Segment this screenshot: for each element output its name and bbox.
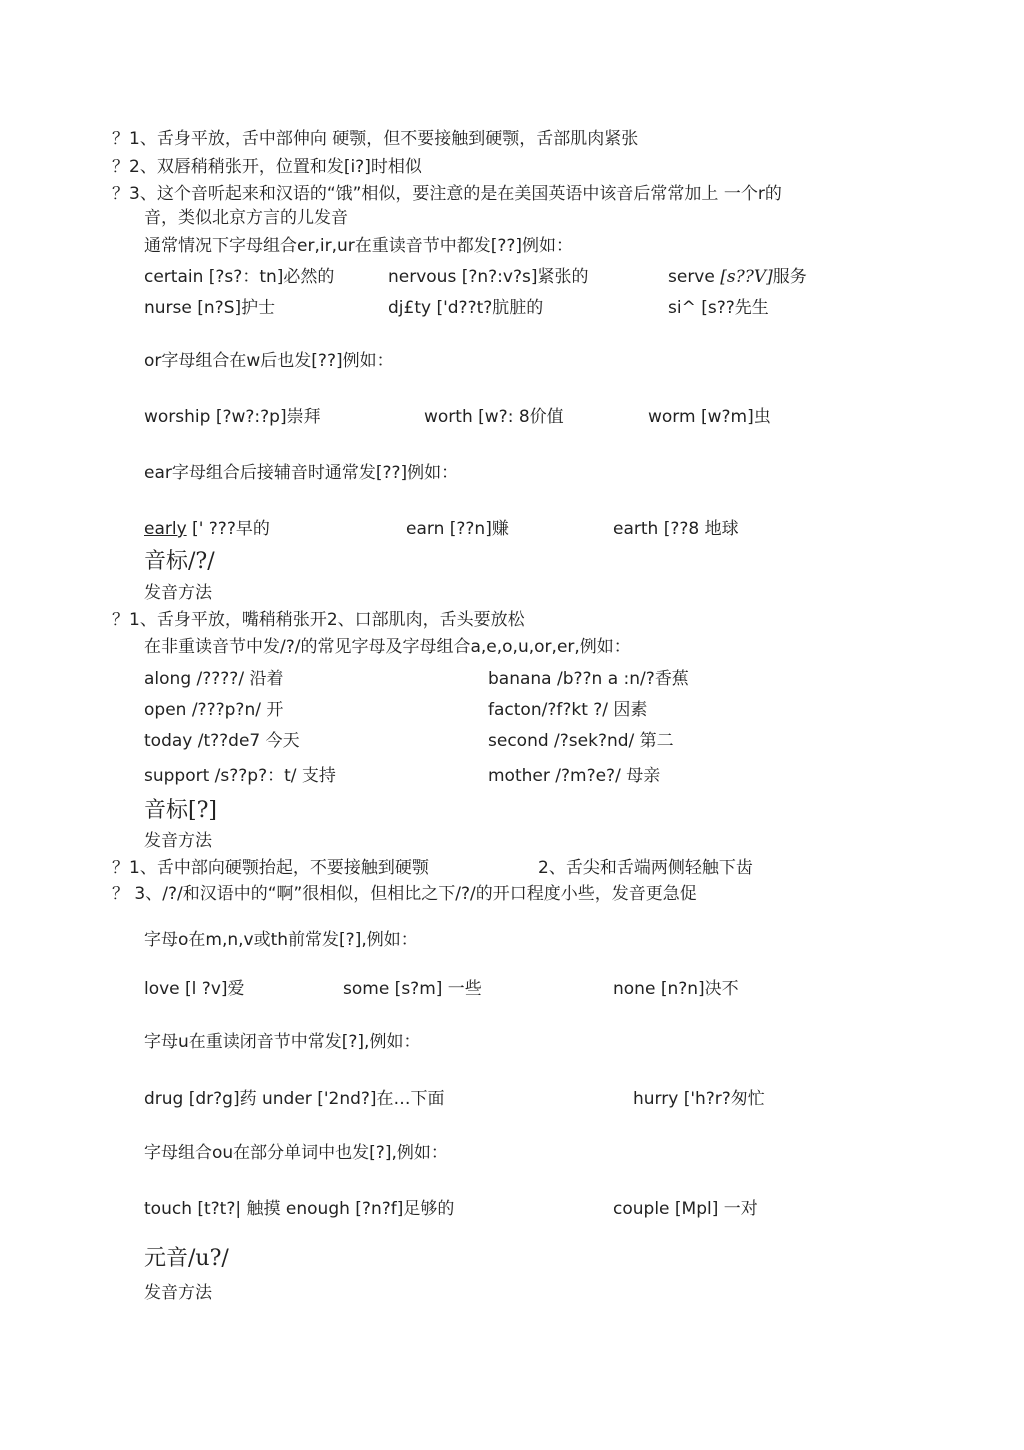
example-nervous: nervous [?n?:v?s]紧张的 bbox=[388, 267, 589, 287]
rule-u-closed: 字母u在重读闭音节中常发[?],例如： bbox=[144, 1032, 421, 1052]
example-banana: banana /b??n a :n/?香蕉 bbox=[488, 669, 689, 689]
example-earth: earth [??8 地球 bbox=[613, 519, 739, 539]
example-today: today /t??de7 今天 bbox=[144, 731, 300, 751]
example-certain: certain [?s?：tn]必然的 bbox=[144, 267, 335, 287]
section-heading-short-u: 音标[?] bbox=[144, 798, 217, 823]
example-worm: worm [w?m]虫 bbox=[648, 407, 771, 427]
step-line: ？1、舌身平放，嘴稍稍张开2、口部肌肉，舌头要放松 bbox=[112, 610, 525, 630]
example-second: second /?sek?nd/ 第二 bbox=[488, 731, 674, 751]
example-earn: earn [??n]赚 bbox=[406, 519, 509, 539]
example-nurse: nurse [n?S]护士 bbox=[144, 298, 276, 318]
example-support: support /s??p?：t/ 支持 bbox=[144, 766, 336, 786]
method-label: 发音方法 bbox=[144, 831, 212, 851]
example-worth: worth [w?: 8价值 bbox=[424, 407, 564, 427]
method-label: 发音方法 bbox=[144, 583, 212, 603]
serve-word: serve bbox=[668, 267, 721, 287]
example-along: along /????/ 沿着 bbox=[144, 669, 284, 689]
example-factor: facton/?f?kt ?/ 因素 bbox=[488, 700, 648, 720]
example-open: open /???p?n/ 开 bbox=[144, 700, 284, 720]
step-line-1b: 2、舌尖和舌端两侧轻触下齿 bbox=[538, 858, 753, 878]
step-line-3-cont: 音，类似北京方言的儿发音 bbox=[144, 208, 348, 228]
example-serve bbox=[668, 266, 807, 288]
rule-ou: 字母组合ou在部分单词中也发[?],例如： bbox=[144, 1143, 448, 1163]
rule-or-after-w: or字母组合在w后也发[??]例如： bbox=[144, 351, 394, 371]
step-line-2: ？2、双唇稍稍张开，位置和发[i?]时相似 bbox=[112, 157, 422, 177]
example-none: none [n?n]决不 bbox=[613, 979, 739, 999]
early-word: early bbox=[144, 519, 187, 539]
serve-gloss: 服务 bbox=[772, 267, 807, 287]
early-rest: [' ???早的 bbox=[186, 519, 270, 539]
section-heading-schwa: 音标/?/ bbox=[144, 549, 215, 574]
example-hurry: hurry ['h?r?匆忙 bbox=[633, 1089, 765, 1109]
rule-ear: ear字母组合后接辅音时通常发[??]例如： bbox=[144, 463, 459, 483]
rule-unstressed: 在非重读音节中发/?/的常见字母及字母组合a,e,o,u,or,er,例如： bbox=[144, 637, 631, 657]
example-touch-enough: touch [t?t?| 触摸 enough [?n?f]足够的 bbox=[144, 1199, 455, 1219]
rule-o-before-mnv: 字母o在m,n,v或th前常发[?],例如： bbox=[144, 930, 418, 950]
step-line-1a: ？1、舌中部向硬颚抬起，不要接触到硬颚 bbox=[112, 858, 429, 878]
example-couple: couple [Mpl] 一对 bbox=[613, 1199, 758, 1219]
method-label: 发音方法 bbox=[144, 1283, 212, 1303]
serve-ipa: [s??V] bbox=[720, 267, 773, 287]
step-line-3: ？3、这个音听起来和汉语的“饿”相似，要注意的是在美国英语中该音后常常加上 一个r的 bbox=[112, 184, 782, 204]
example-dirty: dj£ty ['d??t?肮脏的 bbox=[388, 298, 544, 318]
example-drug-under: drug [dr?g]药 under ['2nd?]在…下面 bbox=[144, 1089, 445, 1109]
example-worship: worship [?w?:?p]崇拜 bbox=[144, 407, 321, 427]
example-early bbox=[144, 518, 270, 540]
rule-er-ir-ur: 通常情况下字母组合er,ir,ur在重读音节中都发[??]例如： bbox=[144, 236, 574, 256]
example-mother: mother /?m?e?/ 母亲 bbox=[488, 766, 661, 786]
example-some: some [s?m] 一些 bbox=[343, 979, 482, 999]
step-line-2: ？ 3、/?/和汉语中的“啊”很相似，但相比之下/?/的开口程度小些，发音更急促 bbox=[112, 884, 697, 904]
example-love: love [l ?v]爱 bbox=[144, 979, 245, 999]
section-heading-long-u: 元音/u?/ bbox=[144, 1246, 229, 1271]
step-line-1: ？1、舌身平放，舌中部伸向 硬颚，但不要接触到硬颚，舌部肌肉紧张 bbox=[112, 129, 639, 149]
example-sir: si^ [s??先生 bbox=[668, 298, 769, 318]
